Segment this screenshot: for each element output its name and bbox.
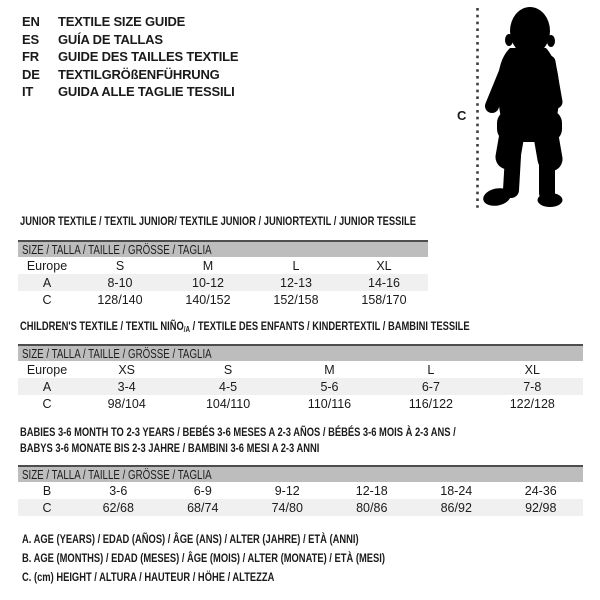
height-cell: 98/104 bbox=[107, 396, 146, 411]
size-cell: XS bbox=[118, 362, 136, 377]
row-label: A bbox=[18, 274, 76, 291]
height-cell: 122/128 bbox=[509, 396, 555, 411]
size-header-label: SIZE / TALLA / TAILLE / GRÖSSE / TAGLIA bbox=[22, 242, 212, 257]
table-row-europe bbox=[18, 257, 428, 274]
age-cell: 4-5 bbox=[177, 378, 278, 395]
language-title: GUÍA DE TALLAS bbox=[58, 31, 163, 47]
junior-section-title bbox=[20, 214, 528, 228]
language-title: TEXTILGRÖßENFÜHRUNG bbox=[58, 66, 220, 82]
table-row-age bbox=[18, 274, 428, 291]
height-cell: 140/152 bbox=[185, 292, 231, 307]
table-row-europe bbox=[18, 361, 583, 378]
language-code: IT bbox=[22, 84, 34, 100]
row-label: Europe bbox=[26, 362, 68, 377]
age-cell: 24-36 bbox=[524, 483, 557, 498]
language-code: ES bbox=[22, 31, 39, 47]
footnote-a bbox=[22, 532, 487, 551]
language-item-de bbox=[22, 66, 238, 84]
size-header-label: SIZE / TALLA / TAILLE / GRÖSSE / TAGLIA bbox=[22, 467, 212, 482]
age-cell: 12-13 bbox=[252, 274, 340, 291]
footnote-c bbox=[22, 570, 487, 589]
age-cell: 5-6 bbox=[279, 378, 380, 395]
size-cell: L bbox=[427, 362, 435, 377]
height-cell: 74/80 bbox=[245, 499, 330, 516]
height-cell: 152/158 bbox=[273, 292, 319, 307]
age-cell: 6-9 bbox=[193, 483, 212, 498]
height-cell: 110/116 bbox=[307, 396, 352, 411]
toddler-silhouette-icon bbox=[440, 0, 600, 215]
size-header-bar bbox=[18, 345, 583, 361]
language-code: EN bbox=[22, 14, 40, 30]
size-cell: L bbox=[292, 258, 300, 273]
size-cell: M bbox=[202, 258, 214, 273]
toddler-silhouette bbox=[482, 7, 563, 208]
row-label: B bbox=[42, 483, 52, 498]
table-row-age-months bbox=[18, 482, 583, 499]
row-label: C bbox=[42, 396, 52, 411]
height-cell: 80/86 bbox=[330, 499, 415, 516]
height-reference-figure bbox=[440, 0, 600, 215]
age-cell: 9-12 bbox=[274, 483, 300, 498]
junior-section-title-text: JUNIOR TEXTILE / TEXTIL JUNIOR/ TEXTILE JUNIOR / JUNIORTEXTIL / JUNIOR TESSILE bbox=[20, 214, 416, 228]
language-title: TEXTILE SIZE GUIDE bbox=[58, 14, 186, 30]
junior-size-table bbox=[18, 240, 428, 308]
footnote-b bbox=[22, 551, 487, 570]
language-item-en bbox=[22, 13, 238, 31]
row-label: Europe bbox=[26, 258, 68, 273]
footnote-a-text: A. AGE (YEARS) / EDAD (AÑOS) / ÂGE (ANS) / ALTER (JAHRE) / ETÀ (ANNI) bbox=[22, 532, 359, 546]
row-label: A bbox=[18, 378, 76, 395]
size-header-label: SIZE / TALLA / TAILLE / GRÖSSE / TAGLIA bbox=[22, 346, 212, 361]
table-row-age bbox=[18, 378, 583, 395]
language-item-it bbox=[22, 83, 238, 101]
height-cell: 158/170 bbox=[361, 292, 407, 307]
height-cell: 128/140 bbox=[97, 292, 143, 307]
size-cell: XL bbox=[376, 258, 392, 273]
language-title: GUIDE DES TAILLES TEXTILE bbox=[58, 49, 239, 65]
language-item-fr bbox=[22, 48, 238, 66]
title-subscript: /A bbox=[183, 325, 191, 334]
height-cell: 62/68 bbox=[76, 499, 161, 516]
age-cell: 7-8 bbox=[482, 378, 583, 395]
size-header-bar bbox=[18, 466, 583, 482]
age-cell: 10-12 bbox=[164, 274, 252, 291]
footnote-c-text: C. (cm) HEIGHT / ALTURA / HAUTEUR / HÖHE / ALTEZZA bbox=[22, 570, 275, 584]
height-cell: 86/92 bbox=[414, 499, 499, 516]
size-cell: M bbox=[324, 362, 335, 377]
title-pre: CHILDREN'S TEXTILE / TEXTIL NIÑO bbox=[20, 319, 184, 333]
age-cell: 14-16 bbox=[340, 274, 428, 291]
babies-title-line1: BABIES 3-6 MONTH TO 2-3 YEARS / BEBÉS 3-6 MESES A 2-3 AÑOS / BÉBÉS 3-6 MOIS À 2-3 ANS / bbox=[20, 425, 456, 439]
language-code: FR bbox=[22, 49, 39, 65]
title-post: / TEXTILE DES ENFANTS / KINDERTEXTIL / BAMBINI TESSILE bbox=[190, 319, 470, 333]
table-row-height bbox=[18, 291, 428, 308]
size-cell: S bbox=[115, 258, 125, 273]
age-cell: 18-24 bbox=[440, 483, 473, 498]
height-cell: 68/74 bbox=[161, 499, 246, 516]
legend-footnotes bbox=[22, 532, 487, 589]
size-cell: XL bbox=[524, 362, 540, 377]
footnote-b-text: B. AGE (MONTHS) / EDAD (MESES) / ÂGE (MOIS) / ALTER (MONATE) / ETÀ (MESI) bbox=[22, 551, 385, 565]
age-cell: 6-7 bbox=[380, 378, 481, 395]
age-cell: 3-4 bbox=[76, 378, 177, 395]
height-cell: 116/122 bbox=[408, 396, 453, 411]
table-row-height bbox=[18, 499, 583, 516]
height-label-c: C bbox=[457, 108, 467, 123]
babies-section-title bbox=[20, 425, 579, 457]
children-section-title-text bbox=[20, 319, 470, 334]
height-cell: 92/98 bbox=[499, 499, 584, 516]
size-cell: S bbox=[223, 362, 233, 377]
age-cell: 12-18 bbox=[355, 483, 388, 498]
language-code: DE bbox=[22, 66, 40, 82]
age-cell: 8-10 bbox=[76, 274, 164, 291]
age-cell: 3-6 bbox=[109, 483, 128, 498]
babies-title-line2: BABYS 3-6 MONATE BIS 2-3 JAHRE / BAMBINI 3-6 MESI A 2-3 ANNI bbox=[20, 441, 320, 455]
babies-size-table bbox=[18, 465, 583, 516]
language-item-es bbox=[22, 31, 238, 49]
language-title: GUIDA ALLE TAGLIE TESSILI bbox=[58, 84, 235, 100]
language-list bbox=[22, 13, 238, 101]
children-section-title bbox=[20, 319, 596, 334]
row-label: C bbox=[42, 292, 52, 307]
row-label: C bbox=[18, 499, 76, 516]
height-cell: 104/110 bbox=[205, 396, 251, 411]
size-header-bar bbox=[18, 241, 428, 257]
children-size-table bbox=[18, 344, 583, 412]
table-row-height bbox=[18, 395, 583, 412]
